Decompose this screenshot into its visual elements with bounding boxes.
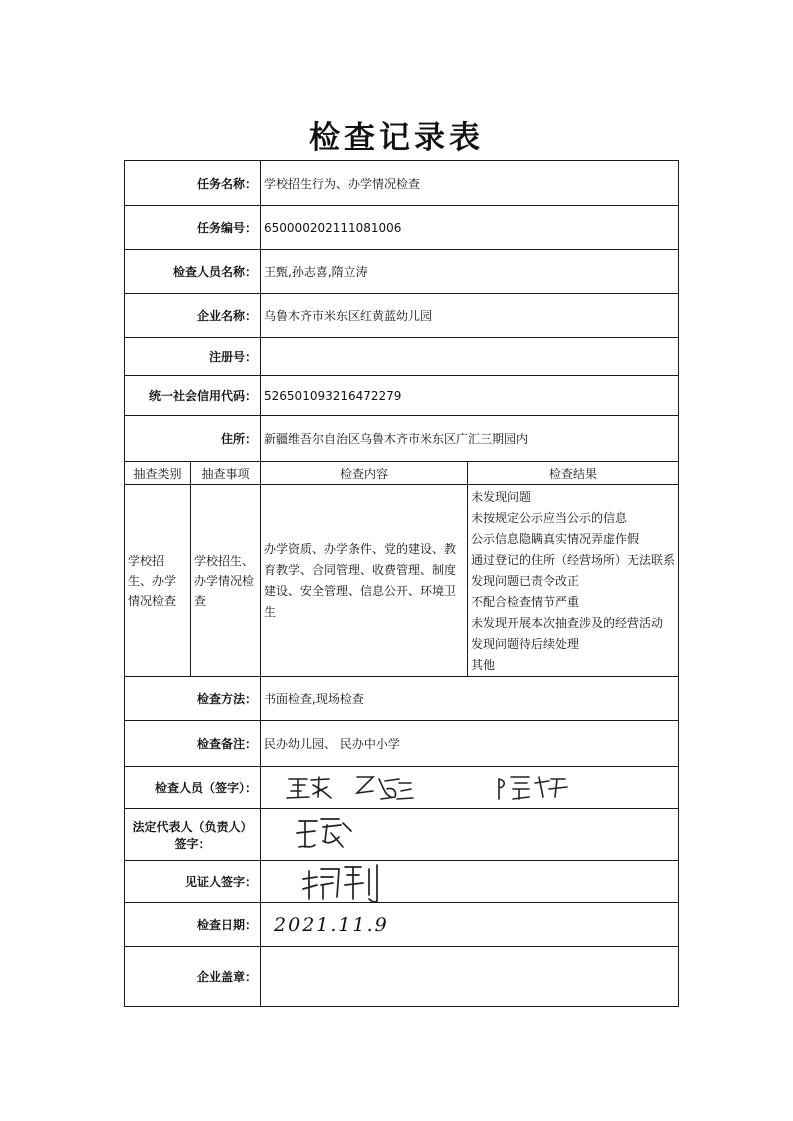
sign-witness-label: 见证人签字： [125,861,261,903]
result-option: 发现问题已责令改正 [471,574,580,588]
check-results [468,485,679,677]
date-row [125,903,679,947]
sign-witness-field [261,861,679,903]
header-item: 抽查事项 [191,462,261,485]
inspection-record-table [124,160,679,1007]
header-content: 检查内容 [261,462,468,485]
result-option: 未发现开展本次抽查涉及的经营活动 [471,616,664,630]
credit-code-value: 526501093216472279 [261,376,679,416]
result-option: 发现问题待后续处理 [471,637,580,651]
company-value: 乌鲁木齐市米东区红黄蓝幼儿园 [261,294,679,338]
task-name-value: 学校招生行为、办学情况检查 [261,161,679,206]
result-option: 公示信息隐瞒真实情况弄虚作假 [471,532,640,546]
sign-inspectors-row [125,767,679,809]
remark-row [125,721,679,767]
legal-rep-signature [291,811,411,861]
check-category: 学校招生、办学情况检查 [125,485,191,677]
method-row [125,677,679,721]
date-value [261,903,679,947]
sign-inspectors-field [261,767,679,809]
task-no-row [125,206,679,250]
company-label: 企业名称： [125,294,261,338]
witness-signature [299,861,419,903]
sign-witness-row [125,861,679,903]
sign-legal-field [261,809,679,861]
reg-no-label: 注册号： [125,338,261,376]
page-title: 检查记录表 [309,120,484,156]
inspectors-row [125,250,679,294]
result-option: 其他 [471,658,496,672]
header-result: 检查结果 [468,462,679,485]
result-option: 未按规定公示应当公示的信息 [471,511,628,525]
method-label: 检查方法： [125,677,261,721]
reg-no-value [261,338,679,376]
inspectors-value: 王甄,孙志喜,隋立涛 [261,250,679,294]
remark-label: 检查备注： [125,721,261,767]
company-row [125,294,679,338]
seal-row [125,947,679,1007]
sign-inspectors-label: 检查人员（签字）： [125,767,261,809]
check-body-row [125,485,679,677]
task-no-value: 650000202111081006 [261,206,679,250]
inspectors-label: 检查人员名称： [125,250,261,294]
handwritten-date: 2021.11.9 [274,913,389,936]
task-name-label: 任务名称： [125,161,261,206]
check-item: 学校招生、办学情况检查 [191,485,261,677]
credit-code-label: 统一社会信用代码： [125,376,261,416]
address-label: 住所： [125,416,261,462]
address-row [125,416,679,462]
check-header-row [125,462,679,485]
reg-no-row [125,338,679,376]
result-option: 未发现问题 [471,490,532,504]
result-option: 通过登记的住所（经营场所）无法联系 [471,553,676,567]
sign-legal-label: 法定代表人（负责人）签字： [125,809,261,861]
check-content: 办学资质、办学条件、党的建设、教育教学、合同管理、收费管理、制度建设、安全管理、信息公开、环境卫生 [261,485,468,677]
seal-field [261,947,679,1007]
inspector-signatures [261,767,677,807]
task-no-label: 任务编号： [125,206,261,250]
remark-value: 民办幼儿园、 民办中小学 [261,721,679,767]
result-option: 不配合检查情节严重 [471,595,580,609]
date-label: 检查日期： [125,903,261,947]
header-category: 抽查类别 [125,462,191,485]
sign-legal-row [125,809,679,861]
address-value: 新疆维吾尔自治区乌鲁木齐市米东区广汇三期园内 [261,416,679,462]
task-name-row [125,161,679,206]
credit-code-row [125,376,679,416]
seal-label: 企业盖章： [125,947,261,1007]
method-value: 书面检查,现场检查 [261,677,679,721]
